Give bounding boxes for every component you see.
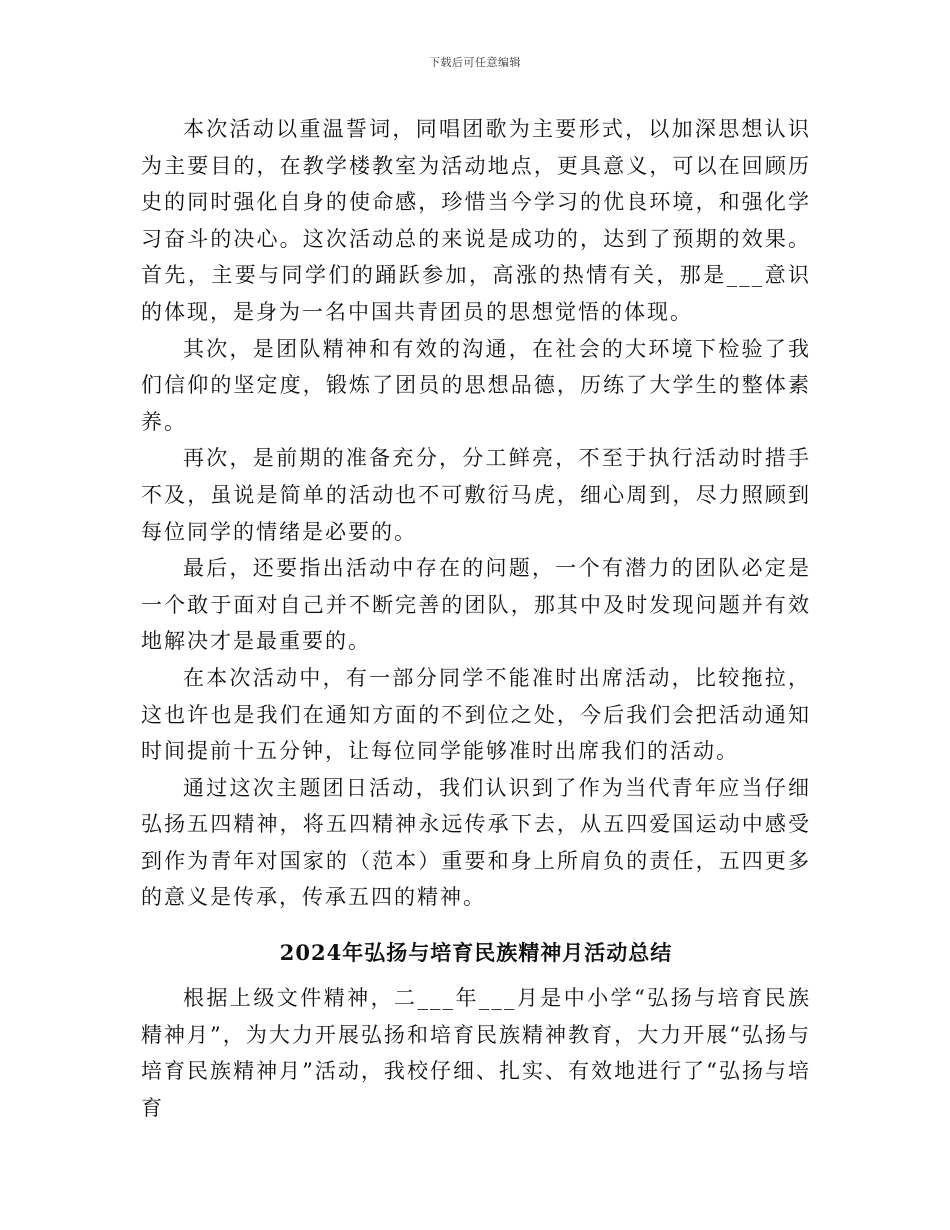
paragraph-3: 再次，是前期的准备充分，分工鲜亮，不至于执行活动时措手不及，虽说是简单的活动也不可敷衍马虎，细心周到，尽力照顾到每位同学的情绪是必要的。: [141, 446, 811, 544]
paragraph-5: 在本次活动中，有一部分同学不能准时出席活动，比较拖拉，这也许也是我们在通知方面的不到位之处，今后我们会把活动通知时间提前十五分钟，让每位同学能够准时出席我们的活动。: [141, 665, 811, 764]
paragraph-1: 本次活动以重温誓词，同唱团歌为主要形式，以加深思想认识为主要目的，在教学楼教室为活动地点，更具意义，可以在回顾历史的同时强化自身的使命感，珍惜当今学习的优良环境，和强化学习奋斗的决心。这次活动总的来说是成功的，达到了预期的效果。首先，主要与同学们的踊跃参加，高涨的热情有关，那是___意识的体现，是身为一名中国共青团员的思想觉悟的体现。: [141, 117, 811, 324]
page-header: 下载后可任意编辑: [429, 56, 521, 69]
section-paragraph-1: 根据上级文件精神，二___年___月是中小学“弘扬与培育民族精神月”，为大力开展弘扬和培育民族精神教育，大力开展“弘扬与培育民族精神月”活动，我校仔细、扎实、有效地进行了“弘扬与培育: [141, 986, 811, 1120]
paragraph-2: 其次，是团队精神和有效的沟通，在社会的大环境下检验了我们信仰的坚定度，锻炼了团员的思想品德，历练了大学生的整体素养。: [141, 336, 811, 434]
paragraph-4: 最后，还要指出活动中存在的问题，一个有潜力的团队必定是一个敢于面对自己并不断完善的团队，那其中及时发现问题并有效地解决才是最重要的。: [141, 556, 811, 654]
document-body: [141, 111, 811, 1126]
paragraph-6: 通过这次主题团日活动，我们认识到了作为当代青年应当仔细弘扬五四精神，将五四精神永远传承下去，从五四爱国运动中感受到作为青年对国家的（范本）重要和身上所肩负的责任，五四更多的意义是传承，传承五四的精神。: [141, 775, 811, 910]
section-title: 2024年弘扬与培育民族精神月活动总结: [279, 940, 673, 966]
